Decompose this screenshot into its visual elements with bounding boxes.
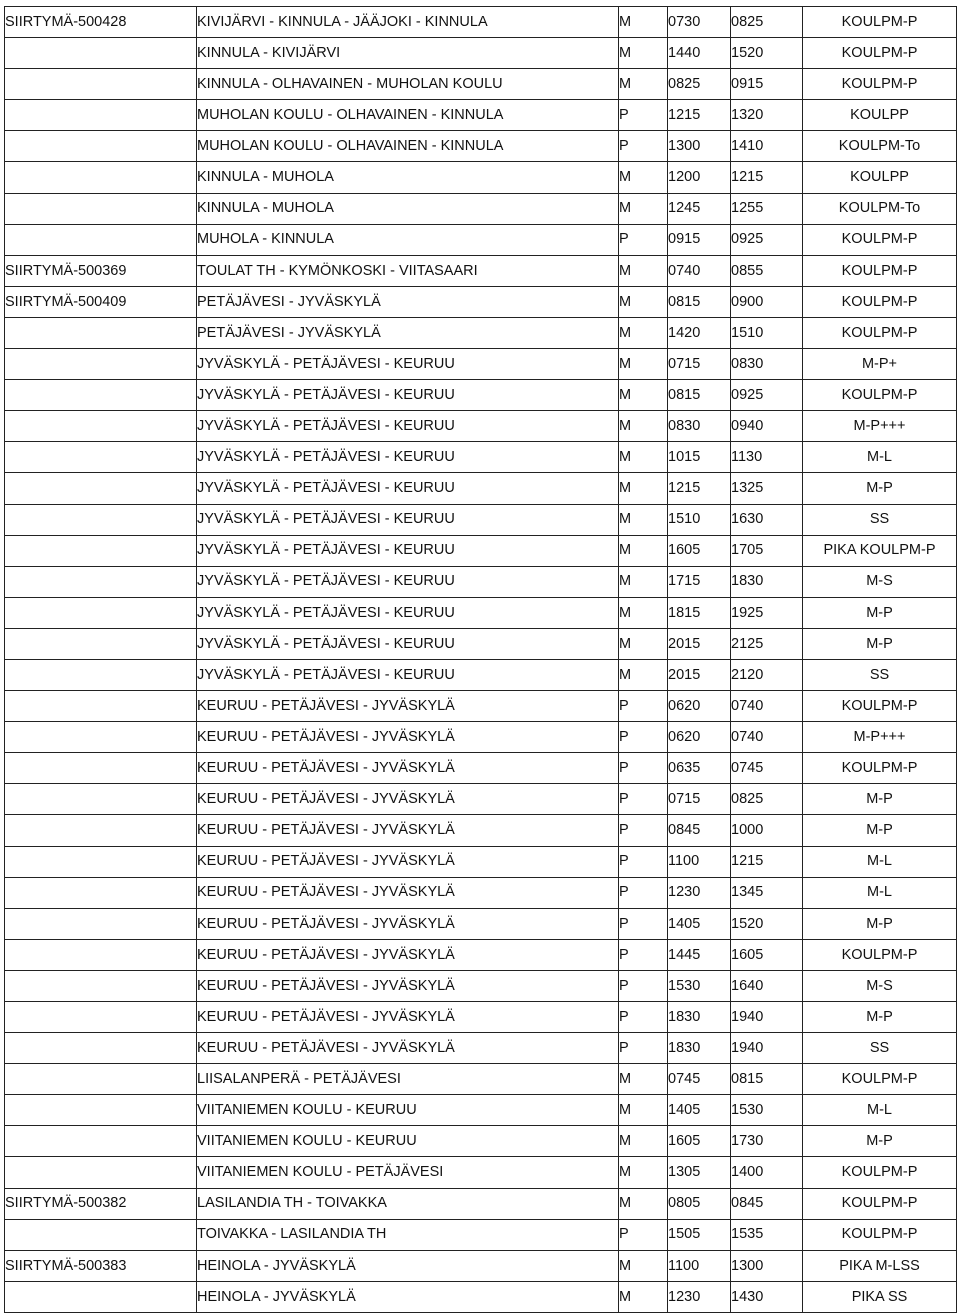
departure-time-cell: 2015 (668, 659, 731, 690)
table-row (5, 1157, 957, 1188)
direction-cell: M (619, 193, 668, 224)
route-cell: VIITANIEMEN KOULU - PETÄJÄVESI (197, 1157, 619, 1188)
route-cell: LASILANDIA TH - TOIVAKKA (197, 1188, 619, 1219)
service-type-cell: PIKA KOULPM-P (803, 535, 957, 566)
departure-time-cell: 1200 (668, 162, 731, 193)
service-type-cell: M-L (803, 1095, 957, 1126)
route-schedule-table (4, 6, 957, 1313)
route-cell: KEURUU - PETÄJÄVESI - JYVÄSKYLÄ (197, 1033, 619, 1064)
service-type-cell: M-S (803, 970, 957, 1001)
service-type-cell: KOULPM-P (803, 224, 957, 255)
table-row (5, 815, 957, 846)
table-row (5, 1095, 957, 1126)
service-type-cell: M-P (803, 628, 957, 659)
arrival-time-cell: 1925 (731, 597, 803, 628)
arrival-time-cell: 1630 (731, 504, 803, 535)
contract-id-cell (5, 877, 197, 908)
departure-time-cell: 1245 (668, 193, 731, 224)
arrival-time-cell: 1345 (731, 877, 803, 908)
direction-cell: M (619, 1188, 668, 1219)
service-type-cell: KOULPP (803, 162, 957, 193)
service-type-cell: M-P (803, 784, 957, 815)
route-cell: KINNULA - MUHOLA (197, 162, 619, 193)
service-type-cell: SS (803, 659, 957, 690)
route-cell: MUHOLA - KINNULA (197, 224, 619, 255)
route-cell: KINNULA - MUHOLA (197, 193, 619, 224)
contract-id-cell (5, 1219, 197, 1250)
table-row (5, 784, 957, 815)
direction-cell: M (619, 286, 668, 317)
arrival-time-cell: 1300 (731, 1250, 803, 1281)
route-cell: JYVÄSKYLÄ - PETÄJÄVESI - KEURUU (197, 535, 619, 566)
arrival-time-cell: 0915 (731, 69, 803, 100)
route-cell: HEINOLA - JYVÄSKYLÄ (197, 1250, 619, 1281)
contract-id-cell (5, 1281, 197, 1312)
arrival-time-cell: 0855 (731, 255, 803, 286)
route-cell: KEURUU - PETÄJÄVESI - JYVÄSKYLÄ (197, 846, 619, 877)
table-row (5, 349, 957, 380)
table-row (5, 100, 957, 131)
contract-id-cell: SIIRTYMÄ-500369 (5, 255, 197, 286)
direction-cell: M (619, 659, 668, 690)
contract-id-cell (5, 131, 197, 162)
departure-time-cell: 0805 (668, 1188, 731, 1219)
route-cell: JYVÄSKYLÄ - PETÄJÄVESI - KEURUU (197, 411, 619, 442)
contract-id-cell (5, 970, 197, 1001)
route-cell: MUHOLAN KOULU - OLHAVAINEN - KINNULA (197, 131, 619, 162)
contract-id-cell (5, 659, 197, 690)
arrival-time-cell: 1000 (731, 815, 803, 846)
table-row (5, 1126, 957, 1157)
departure-time-cell: 1605 (668, 535, 731, 566)
direction-cell: M (619, 7, 668, 38)
departure-time-cell: 0845 (668, 815, 731, 846)
contract-id-cell (5, 1033, 197, 1064)
service-type-cell: KOULPP (803, 100, 957, 131)
service-type-cell: M-P (803, 597, 957, 628)
departure-time-cell: 1100 (668, 846, 731, 877)
arrival-time-cell: 2120 (731, 659, 803, 690)
direction-cell: M (619, 473, 668, 504)
arrival-time-cell: 0740 (731, 691, 803, 722)
route-cell: JYVÄSKYLÄ - PETÄJÄVESI - KEURUU (197, 597, 619, 628)
departure-time-cell: 1300 (668, 131, 731, 162)
arrival-time-cell: 0900 (731, 286, 803, 317)
arrival-time-cell: 2125 (731, 628, 803, 659)
arrival-time-cell: 0815 (731, 1064, 803, 1095)
contract-id-cell (5, 411, 197, 442)
contract-id-cell: SIIRTYMÄ-500382 (5, 1188, 197, 1219)
contract-id-cell (5, 753, 197, 784)
arrival-time-cell: 0740 (731, 722, 803, 753)
route-cell: VIITANIEMEN KOULU - KEURUU (197, 1095, 619, 1126)
direction-cell: M (619, 38, 668, 69)
table-row (5, 7, 957, 38)
arrival-time-cell: 1940 (731, 1033, 803, 1064)
contract-id-cell (5, 815, 197, 846)
service-type-cell: KOULPM-P (803, 1157, 957, 1188)
arrival-time-cell: 1510 (731, 317, 803, 348)
direction-cell: M (619, 628, 668, 659)
direction-cell: M (619, 411, 668, 442)
departure-time-cell: 1405 (668, 908, 731, 939)
contract-id-cell (5, 349, 197, 380)
departure-time-cell: 1230 (668, 877, 731, 908)
departure-time-cell: 1505 (668, 1219, 731, 1250)
table-row (5, 908, 957, 939)
direction-cell: M (619, 162, 668, 193)
contract-id-cell (5, 535, 197, 566)
direction-cell: P (619, 970, 668, 1001)
route-cell: KEURUU - PETÄJÄVESI - JYVÄSKYLÄ (197, 877, 619, 908)
contract-id-cell (5, 722, 197, 753)
departure-time-cell: 1405 (668, 1095, 731, 1126)
departure-time-cell: 0815 (668, 286, 731, 317)
arrival-time-cell: 1520 (731, 38, 803, 69)
service-type-cell: KOULPM-To (803, 131, 957, 162)
arrival-time-cell: 1605 (731, 939, 803, 970)
route-cell: JYVÄSKYLÄ - PETÄJÄVESI - KEURUU (197, 504, 619, 535)
contract-id-cell (5, 908, 197, 939)
table-row (5, 970, 957, 1001)
route-cell: KEURUU - PETÄJÄVESI - JYVÄSKYLÄ (197, 939, 619, 970)
table-row (5, 162, 957, 193)
table-row (5, 224, 957, 255)
direction-cell: M (619, 317, 668, 348)
service-type-cell: M-P (803, 1002, 957, 1033)
departure-time-cell: 0740 (668, 255, 731, 286)
departure-time-cell: 1305 (668, 1157, 731, 1188)
table-row (5, 939, 957, 970)
departure-time-cell: 1510 (668, 504, 731, 535)
contract-id-cell (5, 784, 197, 815)
departure-time-cell: 1830 (668, 1002, 731, 1033)
service-type-cell: KOULPM-P (803, 286, 957, 317)
service-type-cell: SS (803, 504, 957, 535)
arrival-time-cell: 0830 (731, 349, 803, 380)
contract-id-cell (5, 1064, 197, 1095)
table-row (5, 1219, 957, 1250)
table-row (5, 286, 957, 317)
route-cell: KEURUU - PETÄJÄVESI - JYVÄSKYLÄ (197, 722, 619, 753)
service-type-cell: KOULPM-P (803, 1219, 957, 1250)
route-cell: KIVIJÄRVI - KINNULA - JÄÄJOKI - KINNULA (197, 7, 619, 38)
table-row (5, 566, 957, 597)
contract-id-cell (5, 566, 197, 597)
arrival-time-cell: 0925 (731, 224, 803, 255)
contract-id-cell (5, 628, 197, 659)
departure-time-cell: 0730 (668, 7, 731, 38)
arrival-time-cell: 1255 (731, 193, 803, 224)
route-cell: HEINOLA - JYVÄSKYLÄ (197, 1281, 619, 1312)
service-type-cell: M-P+++ (803, 411, 957, 442)
contract-id-cell (5, 100, 197, 131)
table-row (5, 1250, 957, 1281)
route-cell: JYVÄSKYLÄ - PETÄJÄVESI - KEURUU (197, 442, 619, 473)
direction-cell: P (619, 100, 668, 131)
arrival-time-cell: 1940 (731, 1002, 803, 1033)
arrival-time-cell: 1730 (731, 1126, 803, 1157)
route-cell: PETÄJÄVESI - JYVÄSKYLÄ (197, 286, 619, 317)
route-cell: JYVÄSKYLÄ - PETÄJÄVESI - KEURUU (197, 380, 619, 411)
table-row (5, 597, 957, 628)
service-type-cell: KOULPM-To (803, 193, 957, 224)
arrival-time-cell: 1400 (731, 1157, 803, 1188)
service-type-cell: KOULPM-P (803, 380, 957, 411)
contract-id-cell (5, 380, 197, 411)
departure-time-cell: 0715 (668, 784, 731, 815)
table-row (5, 255, 957, 286)
departure-time-cell: 0745 (668, 1064, 731, 1095)
table-row (5, 504, 957, 535)
route-cell: TOIVAKKA - LASILANDIA TH (197, 1219, 619, 1250)
direction-cell: P (619, 691, 668, 722)
service-type-cell: PIKA M-LSS (803, 1250, 957, 1281)
contract-id-cell (5, 1095, 197, 1126)
departure-time-cell: 0825 (668, 69, 731, 100)
direction-cell: P (619, 131, 668, 162)
direction-cell: M (619, 566, 668, 597)
table-row (5, 473, 957, 504)
route-cell: TOULAT TH - KYMÖNKOSKI - VIITASAARI (197, 255, 619, 286)
arrival-time-cell: 1830 (731, 566, 803, 597)
table-row (5, 877, 957, 908)
arrival-time-cell: 1530 (731, 1095, 803, 1126)
direction-cell: P (619, 753, 668, 784)
contract-id-cell: SIIRTYMÄ-500428 (5, 7, 197, 38)
arrival-time-cell: 1320 (731, 100, 803, 131)
service-type-cell: KOULPM-P (803, 69, 957, 100)
route-cell: KEURUU - PETÄJÄVESI - JYVÄSKYLÄ (197, 691, 619, 722)
departure-time-cell: 1100 (668, 1250, 731, 1281)
route-cell: PETÄJÄVESI - JYVÄSKYLÄ (197, 317, 619, 348)
arrival-time-cell: 1325 (731, 473, 803, 504)
table-row (5, 1188, 957, 1219)
direction-cell: P (619, 877, 668, 908)
contract-id-cell (5, 504, 197, 535)
arrival-time-cell: 0925 (731, 380, 803, 411)
service-type-cell: KOULPM-P (803, 255, 957, 286)
table-row (5, 628, 957, 659)
arrival-time-cell: 1410 (731, 131, 803, 162)
contract-id-cell (5, 317, 197, 348)
service-type-cell: KOULPM-P (803, 753, 957, 784)
contract-id-cell (5, 442, 197, 473)
contract-id-cell (5, 38, 197, 69)
route-cell: KEURUU - PETÄJÄVESI - JYVÄSKYLÄ (197, 815, 619, 846)
departure-time-cell: 1530 (668, 970, 731, 1001)
service-type-cell: PIKA SS (803, 1281, 957, 1312)
direction-cell: M (619, 1095, 668, 1126)
table-row (5, 1002, 957, 1033)
service-type-cell: M-P (803, 815, 957, 846)
route-cell: KINNULA - KIVIJÄRVI (197, 38, 619, 69)
arrival-time-cell: 0745 (731, 753, 803, 784)
contract-id-cell: SIIRTYMÄ-500383 (5, 1250, 197, 1281)
service-type-cell: M-L (803, 877, 957, 908)
service-type-cell: KOULPM-P (803, 1064, 957, 1095)
arrival-time-cell: 1640 (731, 970, 803, 1001)
route-cell: KEURUU - PETÄJÄVESI - JYVÄSKYLÄ (197, 970, 619, 1001)
departure-time-cell: 1420 (668, 317, 731, 348)
departure-time-cell: 0830 (668, 411, 731, 442)
direction-cell: M (619, 69, 668, 100)
contract-id-cell (5, 162, 197, 193)
contract-id-cell (5, 1126, 197, 1157)
route-cell: KEURUU - PETÄJÄVESI - JYVÄSKYLÄ (197, 1002, 619, 1033)
departure-time-cell: 1440 (668, 38, 731, 69)
route-cell: JYVÄSKYLÄ - PETÄJÄVESI - KEURUU (197, 659, 619, 690)
arrival-time-cell: 0845 (731, 1188, 803, 1219)
service-type-cell: KOULPM-P (803, 1188, 957, 1219)
arrival-time-cell: 1705 (731, 535, 803, 566)
arrival-time-cell: 1535 (731, 1219, 803, 1250)
departure-time-cell: 0620 (668, 691, 731, 722)
direction-cell: P (619, 846, 668, 877)
departure-time-cell: 0715 (668, 349, 731, 380)
contract-id-cell (5, 597, 197, 628)
departure-time-cell: 1605 (668, 1126, 731, 1157)
table-row (5, 411, 957, 442)
arrival-time-cell: 1130 (731, 442, 803, 473)
service-type-cell: M-L (803, 846, 957, 877)
route-cell: JYVÄSKYLÄ - PETÄJÄVESI - KEURUU (197, 566, 619, 597)
table-row (5, 38, 957, 69)
departure-time-cell: 1445 (668, 939, 731, 970)
table-row (5, 659, 957, 690)
direction-cell: P (619, 815, 668, 846)
route-cell: VIITANIEMEN KOULU - KEURUU (197, 1126, 619, 1157)
table-row (5, 535, 957, 566)
direction-cell: P (619, 908, 668, 939)
direction-cell: M (619, 535, 668, 566)
route-cell: JYVÄSKYLÄ - PETÄJÄVESI - KEURUU (197, 473, 619, 504)
departure-time-cell: 1230 (668, 1281, 731, 1312)
route-cell: JYVÄSKYLÄ - PETÄJÄVESI - KEURUU (197, 628, 619, 659)
arrival-time-cell: 1215 (731, 846, 803, 877)
direction-cell: M (619, 255, 668, 286)
departure-time-cell: 0915 (668, 224, 731, 255)
departure-time-cell: 1830 (668, 1033, 731, 1064)
route-cell: KEURUU - PETÄJÄVESI - JYVÄSKYLÄ (197, 908, 619, 939)
route-cell: KINNULA - OLHAVAINEN - MUHOLAN KOULU (197, 69, 619, 100)
service-type-cell: KOULPM-P (803, 317, 957, 348)
table-row (5, 846, 957, 877)
route-cell: JYVÄSKYLÄ - PETÄJÄVESI - KEURUU (197, 349, 619, 380)
direction-cell: P (619, 1219, 668, 1250)
direction-cell: P (619, 722, 668, 753)
arrival-time-cell: 1430 (731, 1281, 803, 1312)
route-cell: MUHOLAN KOULU - OLHAVAINEN - KINNULA (197, 100, 619, 131)
direction-cell: M (619, 1157, 668, 1188)
direction-cell: M (619, 597, 668, 628)
table-row (5, 1033, 957, 1064)
departure-time-cell: 1215 (668, 473, 731, 504)
direction-cell: M (619, 504, 668, 535)
service-type-cell: KOULPM-P (803, 691, 957, 722)
contract-id-cell (5, 939, 197, 970)
contract-id-cell (5, 193, 197, 224)
table-row (5, 442, 957, 473)
direction-cell: P (619, 1002, 668, 1033)
direction-cell: M (619, 1126, 668, 1157)
service-type-cell: M-S (803, 566, 957, 597)
service-type-cell: M-L (803, 442, 957, 473)
departure-time-cell: 0620 (668, 722, 731, 753)
contract-id-cell (5, 691, 197, 722)
contract-id-cell (5, 473, 197, 504)
table-row (5, 380, 957, 411)
service-type-cell: M-P+ (803, 349, 957, 380)
departure-time-cell: 0815 (668, 380, 731, 411)
table-row (5, 691, 957, 722)
departure-time-cell: 1715 (668, 566, 731, 597)
schedule-body (5, 7, 957, 1313)
table-row (5, 69, 957, 100)
contract-id-cell (5, 1002, 197, 1033)
departure-time-cell: 0635 (668, 753, 731, 784)
table-row (5, 722, 957, 753)
service-type-cell: KOULPM-P (803, 939, 957, 970)
arrival-time-cell: 0825 (731, 7, 803, 38)
arrival-time-cell: 1215 (731, 162, 803, 193)
direction-cell: M (619, 442, 668, 473)
contract-id-cell: SIIRTYMÄ-500409 (5, 286, 197, 317)
contract-id-cell (5, 69, 197, 100)
table-row (5, 131, 957, 162)
departure-time-cell: 2015 (668, 628, 731, 659)
direction-cell: P (619, 939, 668, 970)
service-type-cell: M-P (803, 1126, 957, 1157)
service-type-cell: KOULPM-P (803, 38, 957, 69)
departure-time-cell: 1015 (668, 442, 731, 473)
direction-cell: M (619, 1250, 668, 1281)
table-row (5, 1064, 957, 1095)
table-row (5, 317, 957, 348)
contract-id-cell (5, 224, 197, 255)
route-cell: KEURUU - PETÄJÄVESI - JYVÄSKYLÄ (197, 753, 619, 784)
table-row (5, 193, 957, 224)
table-row (5, 1281, 957, 1312)
service-type-cell: SS (803, 1033, 957, 1064)
direction-cell: M (619, 349, 668, 380)
arrival-time-cell: 0825 (731, 784, 803, 815)
route-cell: LIISALANPERÄ - PETÄJÄVESI (197, 1064, 619, 1095)
departure-time-cell: 1215 (668, 100, 731, 131)
arrival-time-cell: 0940 (731, 411, 803, 442)
direction-cell: P (619, 784, 668, 815)
contract-id-cell (5, 846, 197, 877)
contract-id-cell (5, 1157, 197, 1188)
direction-cell: P (619, 1033, 668, 1064)
table-row (5, 753, 957, 784)
service-type-cell: M-P+++ (803, 722, 957, 753)
service-type-cell: M-P (803, 473, 957, 504)
route-cell: KEURUU - PETÄJÄVESI - JYVÄSKYLÄ (197, 784, 619, 815)
service-type-cell: M-P (803, 908, 957, 939)
direction-cell: M (619, 380, 668, 411)
service-type-cell: KOULPM-P (803, 7, 957, 38)
arrival-time-cell: 1520 (731, 908, 803, 939)
direction-cell: P (619, 224, 668, 255)
direction-cell: M (619, 1064, 668, 1095)
direction-cell: M (619, 1281, 668, 1312)
departure-time-cell: 1815 (668, 597, 731, 628)
